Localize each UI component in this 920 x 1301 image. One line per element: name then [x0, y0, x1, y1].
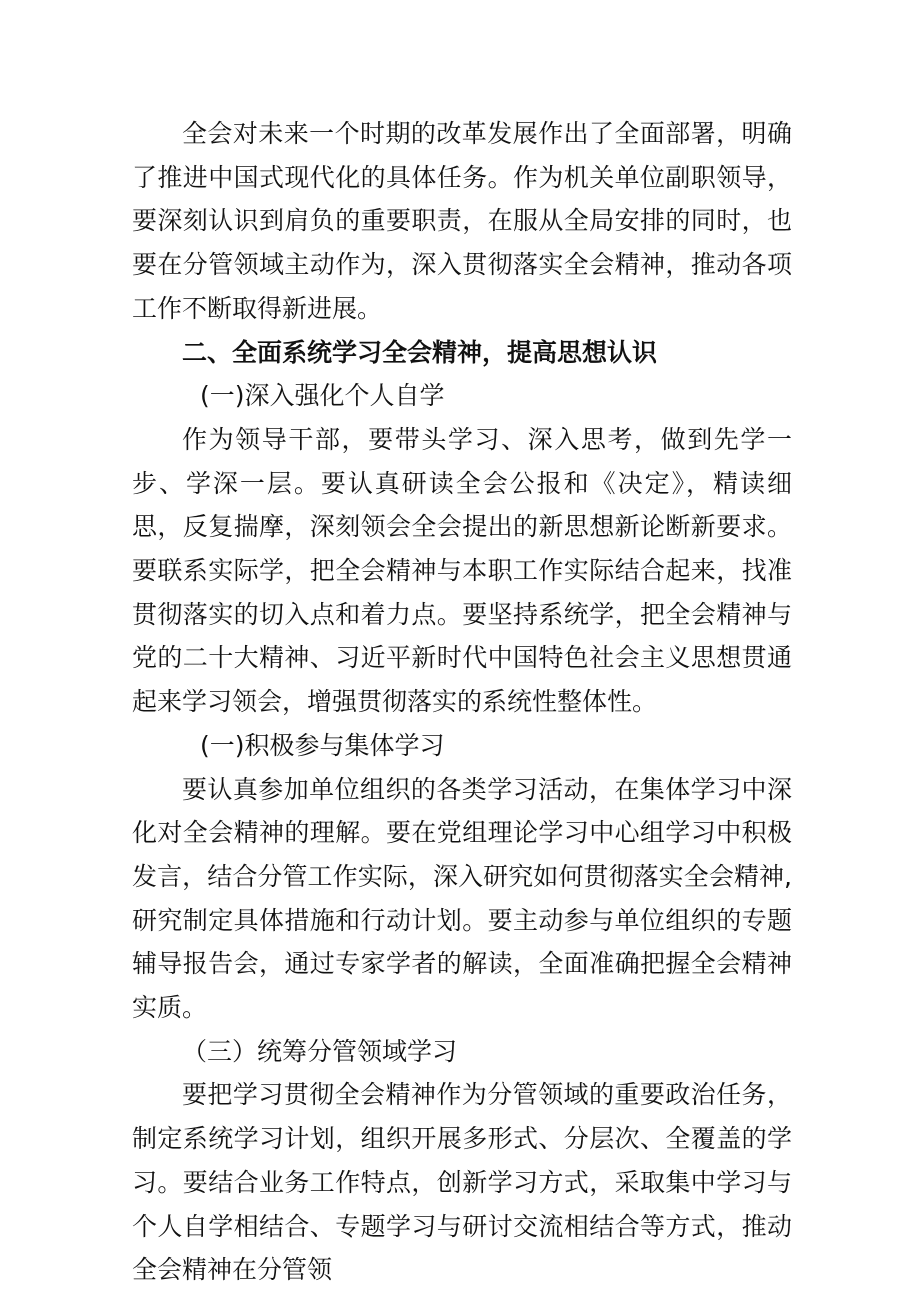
- subsection-1-heading: (一)深入强化个人自学: [200, 381, 445, 411]
- subsection-3-heading: （三）统筹分管领域学习: [182, 1036, 458, 1066]
- subsection-2-body: 要认真参加单位组织的各类学习活动，在集体学习中深化对全会精神的理解。要在党组理论学习中心组学习中积极发言，结合分管工作实际，深入研究如何贯彻落实全会精神,研究制定具体措施和行动计划。要主动参与单位组织的专题辅导报告会，通过专家学者的解读，全面准确把握全会精神实质。: [132, 774, 792, 1023]
- subsection-2-heading: (一)积极参与集体学习: [200, 730, 445, 760]
- intro-paragraph: 全会对未来一个时期的改革发展作出了全面部署，明确了推进中国式现代化的具体任务。作为机关单位副职领导，要深刻认识到肩负的重要职责，在服从全局安排的同时，也要在分管领域主动作为，深入贯彻落实全会精神，推动各项工作不断取得新进展。: [132, 119, 792, 323]
- document-body: [132, 112, 792, 1292]
- subsection-3-body: 要把学习贯彻全会精神作为分管领域的重要政治任务，制定系统学习计划，组织开展多形式、分层次、全覆盖的学习。要结合业务工作特点，创新学习方式，采取集中学习与个人自学相结合、专题学习与研讨交流相结合等方式，推动全会精神在分管领: [132, 1080, 792, 1285]
- subsection-1-body: 作为领导干部，要带头学习、深入思考，做到先学一步、学深一层。要认真研读全会公报和《决定》，精读细思，反复揣摩，深刻领会全会提出的新思想新论断新要求。要联系实际学，把全会精神与本职工作实际结合起来，找准贯彻落实的切入点和着力点。要坚持系统学，把全会精神与党的二十大精神、习近平新时代中国特色社会主义思想贯通起来学习领会，增强贯彻落实的系统性整体性。: [132, 424, 792, 717]
- section-heading: 二、全面系统学习全会精神，提高思想认识: [182, 337, 658, 367]
